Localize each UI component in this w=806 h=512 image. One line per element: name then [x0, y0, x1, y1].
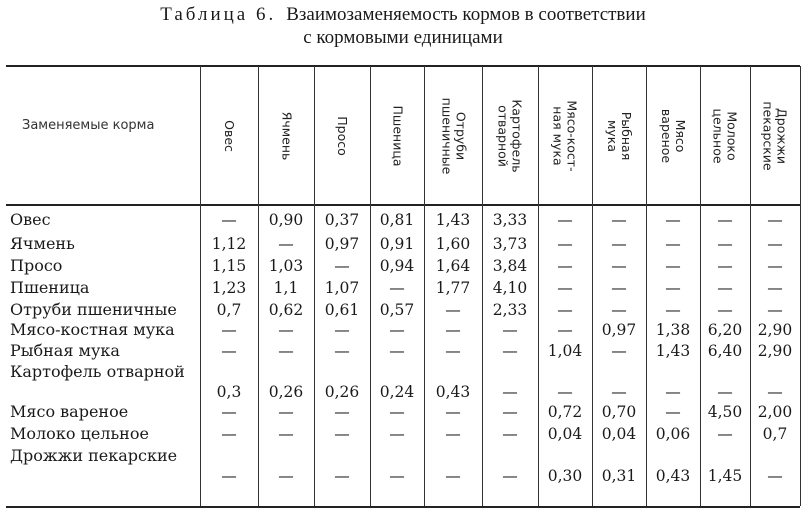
- table-cell: 0,30: [547, 467, 583, 485]
- table-cell: 0,57: [379, 301, 415, 319]
- table-cell: —: [611, 211, 627, 229]
- table-cell: —: [665, 403, 681, 421]
- table-cell: —: [278, 235, 294, 253]
- table-cell: —: [611, 279, 627, 297]
- table-cell: 4,50: [707, 403, 743, 421]
- column-header-label: Отруби пшеничные: [439, 97, 468, 175]
- column-header: [592, 70, 646, 202]
- table-cell: 0,70: [601, 403, 637, 421]
- table-cell: —: [445, 321, 461, 339]
- row-feed-name: Ячмень: [10, 234, 75, 253]
- column-header-label: Картофель отварной: [496, 99, 526, 173]
- table-title-line2: с кормовыми единицами: [303, 27, 503, 48]
- table-cell: 0,26: [324, 383, 360, 401]
- table-cell: 1,77: [435, 279, 471, 297]
- table-cell: 2,33: [492, 301, 528, 319]
- table-cell: —: [389, 425, 405, 443]
- table-cell: —: [665, 257, 681, 275]
- table-bottom-rule: [6, 506, 800, 508]
- column-header: [646, 70, 700, 202]
- table-cell: 0,62: [268, 301, 304, 319]
- table-cell: 1,64: [435, 257, 471, 275]
- table-cell: 0,97: [324, 235, 360, 253]
- table-cell: —: [334, 342, 350, 360]
- row-feed-name: Мясо-костная мука: [10, 320, 175, 339]
- table-cell: —: [389, 467, 405, 485]
- table-cell: 0,72: [547, 403, 583, 421]
- column-header-label: Ячмень: [278, 111, 294, 161]
- table-cell: 1,38: [655, 321, 691, 339]
- table-cell: —: [445, 301, 461, 319]
- table-cell: —: [717, 211, 733, 229]
- table-cell: —: [717, 257, 733, 275]
- table-cell: —: [278, 425, 294, 443]
- table-cell: —: [717, 235, 733, 253]
- table-cell: 2,90: [757, 342, 793, 360]
- row-feed-name: Пшеница: [10, 278, 90, 297]
- table-cell: 0,06: [655, 425, 691, 443]
- table-cell: —: [221, 425, 237, 443]
- table-cell: 1,43: [435, 211, 471, 229]
- column-header: [424, 70, 482, 202]
- table-cell: —: [502, 467, 518, 485]
- row-header: Заменяемые корма: [22, 118, 155, 133]
- table-cell: —: [557, 279, 573, 297]
- table-cell: —: [445, 467, 461, 485]
- table-cell: —: [611, 342, 627, 360]
- table-cell: —: [502, 342, 518, 360]
- column-header-label: Овес: [222, 120, 237, 152]
- table-cell: 2,00: [757, 403, 793, 421]
- table-cell: 4,10: [492, 279, 528, 297]
- column-header-label: Молоко цельное: [711, 108, 741, 164]
- table-cell: —: [278, 403, 294, 421]
- table-cell: —: [334, 403, 350, 421]
- table-cell: —: [557, 383, 573, 401]
- table-cell: —: [221, 211, 237, 229]
- table-cell: —: [665, 211, 681, 229]
- table-cell: —: [665, 279, 681, 297]
- table-cell: —: [334, 321, 350, 339]
- table-cell: 1,15: [211, 257, 247, 275]
- table-cell: —: [717, 425, 733, 443]
- table-cell: —: [611, 383, 627, 401]
- table-cell: 3,73: [492, 235, 528, 253]
- table-cell: 3,33: [492, 211, 528, 229]
- table-cell: —: [502, 321, 518, 339]
- table-cell: 1,60: [435, 235, 471, 253]
- table-cell: —: [767, 235, 783, 253]
- table-cell: —: [717, 279, 733, 297]
- row-feed-name: Картофель отварной: [10, 362, 185, 381]
- table-cell: —: [389, 279, 405, 297]
- table-cell: —: [665, 383, 681, 401]
- table-cell: —: [557, 211, 573, 229]
- table-cell: —: [557, 257, 573, 275]
- column-header: [482, 70, 538, 202]
- table-cell: —: [767, 467, 783, 485]
- table-cell: —: [334, 257, 350, 275]
- table-cell: —: [717, 383, 733, 401]
- table-cell: 0,3: [216, 383, 242, 401]
- table-cell: 0,43: [435, 383, 471, 401]
- column-header-label: Рыбная мука: [605, 111, 634, 161]
- column-header: [258, 70, 314, 202]
- table-cell: —: [502, 383, 518, 401]
- column-header-label: Дрожжи пекарские: [761, 101, 790, 171]
- column-header-label: Мясо вареное: [659, 108, 689, 164]
- table-cell: —: [389, 342, 405, 360]
- row-feed-name: Мясо вареное: [10, 402, 129, 421]
- table-cell: —: [767, 211, 783, 229]
- table-cell: —: [221, 467, 237, 485]
- table-cell: —: [767, 301, 783, 319]
- table-cell: —: [221, 321, 237, 339]
- table-cell: —: [665, 301, 681, 319]
- table-cell: —: [557, 235, 573, 253]
- table-cell: —: [767, 257, 783, 275]
- row-feed-name: Рыбная мука: [10, 341, 120, 360]
- column-header: [538, 70, 592, 202]
- table-cell: —: [278, 342, 294, 360]
- table-title: [0, 4, 806, 26]
- column-header: [750, 70, 800, 202]
- table-cell: —: [717, 301, 733, 319]
- table-cell: 0,91: [379, 235, 415, 253]
- column-header: [370, 70, 424, 202]
- column-header-label: Мясо-кост- ная мука: [551, 100, 581, 172]
- table-cell: —: [334, 425, 350, 443]
- row-feed-name: Просо: [10, 256, 63, 275]
- table-cell: 0,61: [324, 301, 360, 319]
- row-feed-name: Овес: [10, 210, 51, 229]
- column-header: [314, 70, 370, 202]
- table-cell: 1,04: [547, 342, 583, 360]
- table-number: Таблица 6.: [160, 4, 277, 25]
- table-cell: 1,12: [211, 235, 247, 253]
- table-cell: 1,1: [273, 279, 299, 297]
- table-cell: —: [767, 279, 783, 297]
- table-cell: 1,03: [268, 257, 304, 275]
- table-cell: 0,04: [601, 425, 637, 443]
- table-cell: —: [389, 403, 405, 421]
- column-header: [700, 70, 750, 202]
- table-cell: —: [611, 301, 627, 319]
- table-cell: 1,23: [211, 279, 247, 297]
- table-cell: —: [445, 342, 461, 360]
- row-feed-name: Отруби пшеничные: [10, 300, 177, 319]
- row-feed-name: Молоко цельное: [10, 424, 149, 443]
- table-cell: 0,31: [601, 467, 637, 485]
- table-cell: —: [502, 425, 518, 443]
- table-title-line1: Взаимозаменяемость кормов в соответствии: [286, 4, 646, 25]
- table-cell: —: [502, 403, 518, 421]
- table-cell: 0,24: [379, 383, 415, 401]
- table-cell: —: [278, 467, 294, 485]
- table-cell: 0,37: [324, 211, 360, 229]
- table-cell: —: [221, 342, 237, 360]
- table-cell: 0,43: [655, 467, 691, 485]
- table-cell: 0,7: [216, 301, 242, 319]
- table-cell: —: [389, 321, 405, 339]
- table-cell: 0,26: [268, 383, 304, 401]
- row-feed-name: Дрожжи пекарские: [10, 446, 178, 465]
- header-bottom-rule: [6, 204, 800, 206]
- column-rule: [800, 66, 801, 506]
- table-cell: —: [611, 257, 627, 275]
- table-cell: 0,97: [601, 321, 637, 339]
- table-cell: —: [665, 235, 681, 253]
- table-cell: —: [445, 425, 461, 443]
- table-cell: 0,94: [379, 257, 415, 275]
- table-cell: 0,04: [547, 425, 583, 443]
- column-header-label: Пшеница: [390, 105, 405, 167]
- table-cell: —: [278, 321, 294, 339]
- table-cell: —: [221, 403, 237, 421]
- table-cell: 3,84: [492, 257, 528, 275]
- table-cell: 0,7: [762, 425, 788, 443]
- table-cell: 1,45: [707, 467, 743, 485]
- table-cell: 2,90: [757, 321, 793, 339]
- table-cell: 0,90: [268, 211, 304, 229]
- table-cell: 1,43: [655, 342, 691, 360]
- table-cell: —: [557, 301, 573, 319]
- table-cell: 1,07: [324, 279, 360, 297]
- table-cell: 6,20: [707, 321, 743, 339]
- table-cell: —: [767, 383, 783, 401]
- table-cell: 0,81: [379, 211, 415, 229]
- table-cell: —: [334, 467, 350, 485]
- table-cell: —: [557, 321, 573, 339]
- column-header-label: Просо: [334, 116, 350, 156]
- table-top-rule: [6, 65, 800, 67]
- table-cell: —: [611, 235, 627, 253]
- table-cell: 6,40: [707, 342, 743, 360]
- column-header: [200, 70, 258, 202]
- table-cell: —: [445, 403, 461, 421]
